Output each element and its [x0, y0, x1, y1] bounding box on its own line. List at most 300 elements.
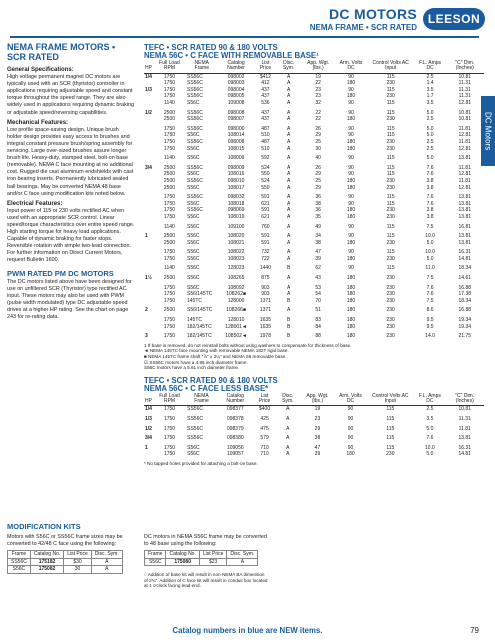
mods-heading: MODIFICATION KITS: [7, 522, 81, 531]
table-row: [144, 442, 484, 452]
side-tab-dc-motors[interactable]: DC Motors: [481, 96, 495, 166]
table-cell: 23: [315, 93, 321, 100]
table-cell: 36: [315, 194, 321, 201]
table-cell: S56C: [186, 255, 200, 262]
table-cell: [144, 146, 153, 153]
footer-note: Catalog numbers in blue are NEW items.: [172, 626, 323, 635]
table-cell: [144, 256, 153, 263]
table-cell: 90: [348, 233, 354, 240]
table-cell: 13.81: [458, 435, 471, 442]
table-cell: 2.5: [426, 116, 434, 123]
table-cell: [144, 240, 153, 247]
table-cell: A: [286, 239, 291, 246]
table-cell: 621: [261, 200, 270, 207]
table-cell: 108015: [227, 145, 245, 152]
table-cell: 2.5: [426, 138, 434, 145]
table-cell: [144, 152, 153, 162]
table-cell: 34: [315, 233, 321, 240]
table-cell: 90: [348, 100, 354, 106]
column-header: Control Volts AC Input: [366, 394, 414, 406]
table-cell: 10.81: [458, 73, 472, 80]
table-cell: 5.0: [426, 255, 434, 262]
column-header: NEMA Frame: [186, 61, 218, 73]
table-cell: 182/145TC: [186, 323, 212, 330]
table-cell: 1978: [259, 333, 271, 340]
table-cell: 524: [261, 164, 270, 171]
table2-title-2: NEMA 56C • C FACE LESS BASE*: [144, 384, 269, 394]
column-header: Control Volts AC Input: [367, 61, 415, 73]
table-cell: SS56C: [186, 116, 203, 123]
table-cell: 109100: [227, 223, 245, 230]
table-cell: 16.81: [458, 223, 472, 230]
table-cell: 19: [315, 73, 321, 80]
table-cell: S56C: [186, 265, 200, 272]
table-row: [144, 298, 484, 305]
table-cell: A: [286, 291, 291, 298]
table-cell: 621: [261, 213, 270, 220]
table-cell: SS56C: [186, 80, 203, 87]
table-cell: 22: [315, 109, 321, 116]
table-cell: SS56C: [186, 125, 203, 132]
table-cell: 098010: [227, 177, 245, 184]
table-cell: 29: [315, 184, 321, 191]
table-cell: 510: [261, 145, 270, 152]
mods-table-2: [144, 550, 258, 566]
column-header: List Price: [254, 394, 276, 406]
table-cell: 1/4: [145, 73, 152, 80]
table-cell: 38: [315, 200, 321, 207]
table-cell: 5.0: [426, 125, 434, 132]
table-cell: 1140: [164, 265, 175, 272]
table-cell: 1750: [163, 425, 176, 432]
table-cell: 437: [261, 86, 270, 93]
table-cell: 13.81: [458, 155, 472, 162]
table-row: [144, 230, 484, 240]
table-row: [144, 139, 484, 146]
right-column: [144, 44, 484, 467]
table-cell: 90: [347, 425, 354, 432]
page-subtitle: NEMA FRAME • SCR RATED: [309, 23, 417, 32]
pwm-text: The DC motors listed above have been designed for use on unfiltered SCR (Thyristor) type rectified AC input. These motors may also be used with PWM (pulse width modulated) type DC adjustable speed drives at a higher HP rating. See the chart on page 243 for re-rating data.: [7, 278, 132, 321]
column-header: HP: [144, 394, 153, 406]
table-cell: A: [286, 116, 291, 123]
table-cell: 90: [347, 416, 354, 422]
table-cell: 43: [315, 275, 321, 282]
table-cell: 425: [260, 416, 269, 422]
table-cell: S56/145TC: [186, 307, 213, 314]
table-cell: 128000: [227, 297, 245, 304]
table-cell: SS56C: [186, 207, 203, 214]
table-cell: S56C: [186, 155, 200, 162]
table-cell: 10.81: [458, 116, 472, 123]
table-row: [144, 423, 484, 433]
table-cell: 230: [386, 138, 395, 145]
table-cell: 230: [386, 93, 395, 100]
table-cell: A: [286, 275, 291, 282]
table-cell: 230: [386, 116, 395, 123]
table-cell: 83: [315, 317, 321, 324]
table-row: [144, 73, 484, 80]
table-cell: 115: [386, 125, 395, 132]
table-cell: 13.81: [458, 194, 472, 201]
table-cell: 2500: [163, 233, 176, 240]
table-cell: 13.81: [458, 213, 472, 220]
table-cell: 5.0: [426, 155, 434, 162]
table-cell: 2500: [163, 184, 176, 191]
modification-kits: [7, 522, 487, 588]
table-cell: [144, 178, 153, 185]
column-header: Arm. Volts DC: [335, 394, 367, 406]
table-cell: 9.5: [426, 317, 434, 324]
table-cell: 175182: [30, 558, 63, 566]
table-cell: 29: [314, 425, 321, 432]
table-cell: 108019: [227, 213, 245, 220]
table-cell: 108022: [227, 249, 245, 256]
table-cell: 591: [261, 194, 270, 201]
table-cell: 128001◄: [225, 323, 247, 330]
table-cell: [144, 324, 153, 331]
table-cell: S56C: [186, 275, 200, 282]
table-cell: 108023: [227, 255, 245, 262]
table-cell: 109057: [226, 451, 244, 458]
table-cell: 3.5: [426, 86, 434, 93]
table-cell: 115: [386, 109, 395, 116]
table-cell: 1371: [259, 297, 271, 304]
table-cell: 90: [348, 194, 354, 201]
table-cell: 098008: [227, 138, 245, 145]
table-cell: 128023: [227, 265, 245, 272]
table-cell: 1750: [163, 291, 176, 298]
table-row: [144, 185, 484, 192]
table-row: [144, 107, 484, 117]
table-cell: 7.6: [426, 291, 434, 298]
table-cell: SS56C: [186, 86, 203, 93]
table-cell: 1.4: [426, 80, 434, 87]
table-row: [144, 314, 484, 324]
table-cell: 11.31: [458, 80, 471, 87]
section-heading: NEMA FRAME MOTORS • SCR RATED: [7, 42, 116, 62]
table-cell: 2: [145, 307, 148, 314]
table-cell: 29: [315, 132, 321, 139]
general-spec-text: High voltage permanent magnet DC motors are typically used with an SCR (thyristor) controller in applications requiring adjustable speed and constant torque throughout the speed range. They are also widely used in applications requiring dynamic braking or adjustable speed/reversing capabilities.: [7, 74, 135, 116]
table-cell: 591: [261, 239, 270, 246]
table-cell: 1750: [163, 93, 176, 100]
table-cell: 90: [348, 164, 354, 171]
table-cell: 098005: [227, 93, 245, 100]
column-header: "C" Dim. (Inches): [446, 61, 484, 73]
table-cell: 90: [348, 265, 354, 272]
table-cell: 115: [386, 435, 395, 442]
table-cell: A: [286, 451, 290, 458]
table-cell: 14.81: [458, 451, 471, 458]
table-cell: 19.34: [458, 317, 472, 324]
table-cell: SS56C: [187, 416, 203, 422]
table-cell: 180: [346, 291, 356, 298]
table-cell: 3.5: [426, 100, 434, 106]
page-number: 79: [470, 626, 479, 635]
table-cell: 26: [315, 125, 321, 132]
table-cell: [144, 93, 153, 100]
table-cell: [144, 314, 153, 324]
table-cell: A: [286, 73, 291, 80]
table-cell: 098378: [226, 416, 244, 422]
table-cell: 230: [386, 145, 395, 152]
table-cell: B: [286, 317, 291, 324]
table-cell: 230: [386, 80, 395, 87]
table-cell: A: [286, 307, 291, 314]
table-cell: A: [286, 416, 290, 422]
table-cell: $412: [259, 73, 271, 80]
table-cell: A: [286, 155, 291, 162]
table-cell: 19: [314, 406, 321, 413]
table-row: [144, 123, 484, 133]
table-cell: 2.5: [426, 406, 434, 413]
table-row: [144, 162, 484, 172]
table-cell: 180: [346, 284, 356, 291]
table-cell: 62: [315, 265, 321, 272]
table-cell: 437: [261, 93, 270, 100]
table-row: [144, 116, 484, 123]
table-cell: A: [286, 138, 291, 145]
table-cell: S56C: [186, 223, 200, 230]
table-cell: 3/4: [145, 435, 152, 442]
motor-table-base: [144, 61, 484, 340]
table-cell: 109056: [226, 444, 244, 451]
table-cell: A: [286, 132, 291, 139]
table-cell: 510: [261, 132, 270, 139]
table-cell: 230: [386, 307, 395, 314]
table-cell: 12.81: [458, 171, 472, 178]
table-cell: 230: [386, 177, 395, 184]
table-cell: [144, 214, 153, 221]
table-cell: [144, 298, 153, 305]
table-cell: 180: [346, 213, 356, 220]
table-row: [144, 171, 484, 178]
table-cell: 14.0: [425, 333, 435, 340]
table-cell: A: [286, 164, 291, 171]
table-cell: 437: [261, 109, 270, 116]
table-cell: SS56C: [186, 93, 203, 100]
table-cell: 1140: [164, 155, 175, 162]
table-cell: 47: [315, 249, 321, 256]
table-cell: 18.34: [458, 297, 472, 304]
table-cell: 10.0: [425, 444, 435, 451]
table-cell: 53: [315, 284, 321, 291]
table-cell: 180: [346, 255, 356, 262]
table-cell: 550: [261, 171, 270, 178]
table-cell: 23: [315, 86, 321, 93]
mechanical-text: Low profile space-saving design. Unique brush holder design provides easy access to brushes and integral constant pressure brush/spring assembly for servicing. Large over-sized brushes assure longer brush life. Heavy-duty, stamped steel, bolt-on base (removable). NEMA C face mounting at no additional cost. Rugged die cast aluminum endshields with cast iron bearing inserts. Permanently lubricated sealed ball bearings. May be converted NEMA 48 base and/or C face using modification kits noted below.: [7, 126, 134, 197]
mods-col1-text: Motors with S56C or SS56C frame sizes may be converted to 42/48 C face using the following:: [7, 534, 123, 547]
table-cell: SS56C: [186, 164, 203, 171]
table-cell: 115: [386, 223, 395, 230]
table-cell: 115: [386, 171, 395, 178]
table-cell: 487: [261, 138, 270, 145]
table-cell: 175080: [166, 558, 199, 566]
table-cell: A: [286, 207, 291, 214]
column-header: F.L. Amps DC: [415, 61, 446, 73]
table-cell: 21.75: [458, 333, 472, 340]
table-cell: S56C: [8, 566, 31, 574]
table-cell: 90: [348, 249, 354, 256]
table-cell: 13.81: [458, 207, 472, 214]
table-cell: 49: [315, 223, 321, 230]
table-cell: 180: [346, 317, 356, 324]
table-row: [144, 291, 484, 298]
table-row: [8, 558, 123, 566]
table-cell: 550: [261, 184, 270, 191]
table-cell: 90: [348, 109, 354, 116]
table-cell: SS56C: [187, 406, 203, 413]
mods-col-1: [7, 534, 132, 574]
table-cell: 579: [260, 435, 269, 442]
table-cell: 18.34: [458, 265, 472, 272]
mods-col2-note: ○ Addition of base kit will result in non-NEMA BA dimension of 2¾". Addition of C face kit will result in conduit box located at 1 o'clock facing lead-end.: [144, 572, 268, 588]
table-cell: A: [286, 223, 291, 230]
table-cell: 3.8: [426, 177, 434, 184]
table-cell: 1140: [164, 100, 175, 106]
table-row: [144, 432, 484, 442]
table-cell: 11.31: [458, 86, 471, 93]
table-cell: 1750: [163, 451, 176, 458]
table-cell: 3.8: [426, 213, 434, 220]
table-cell: 230: [386, 275, 395, 282]
table-cell: 180: [346, 93, 356, 100]
table-cell: 5.0: [426, 239, 434, 246]
table-row: [8, 566, 123, 574]
pwm-title: PWM RATED PM DC MOTORS: [7, 268, 114, 278]
table-cell: 230: [386, 333, 395, 340]
table-cell: 1750: [163, 284, 176, 291]
table-cell: 115: [386, 132, 395, 139]
table-cell: 115: [386, 425, 395, 432]
table-cell: 13.81: [458, 239, 472, 246]
table-cell: 51: [315, 307, 321, 314]
table-row: [144, 221, 484, 231]
table-cell: 180: [346, 275, 356, 282]
table-cell: 115: [386, 265, 395, 272]
table-cell: S56C: [187, 451, 200, 458]
table-cell: 2500: [163, 109, 176, 116]
table-cell: 710: [260, 451, 269, 458]
table-cell: [144, 207, 153, 214]
table-cell: 591: [261, 233, 270, 240]
table-cell: 11.81: [458, 177, 471, 184]
table-cell: 2500: [163, 164, 176, 171]
table-cell: 1/2: [145, 109, 152, 116]
table-cell: 098380: [226, 435, 244, 442]
table-cell: 230: [386, 317, 395, 324]
table-cell: 2500: [163, 307, 176, 314]
table-cell: A: [286, 425, 290, 432]
table-cell: S56C: [186, 100, 200, 106]
table-cell: B: [286, 323, 291, 330]
table-cell: 108009: [227, 155, 245, 162]
table-cell: S56C: [186, 239, 200, 246]
table-cell: 1: [145, 444, 148, 451]
table-cell: 098004: [227, 86, 245, 93]
table-row: [144, 451, 484, 458]
table-row: [144, 214, 484, 221]
table-cell: 2.5: [426, 73, 434, 80]
column-header: Full Load RPM: [153, 61, 186, 73]
table-cell: 536: [261, 100, 270, 106]
table-cell: [144, 282, 153, 292]
table-cell: 1/3: [145, 86, 152, 93]
table-cell: 1/2: [145, 425, 152, 432]
table-cell: 180: [346, 333, 356, 340]
table-row: [144, 207, 484, 214]
table-cell: 1635: [259, 323, 271, 330]
table-cell: 16.88: [458, 307, 472, 314]
table-cell: 180: [346, 184, 356, 191]
table-cell: 180: [346, 138, 356, 145]
table1-notes: [144, 343, 484, 371]
table-cell: 7.5: [426, 297, 434, 304]
table-cell: 11.31: [458, 93, 471, 100]
table-cell: 9.5: [426, 323, 434, 330]
table-cell: 11.81: [458, 138, 471, 145]
table-cell: 2500: [163, 177, 176, 184]
table-cell: [144, 201, 153, 208]
table-cell: S56C: [186, 132, 200, 139]
table-row: [145, 558, 258, 566]
table-cell: 145TC: [186, 297, 202, 304]
table-row: [144, 330, 484, 340]
table-cell: 7.6: [426, 200, 434, 207]
table-cell: [144, 185, 153, 192]
table-cell: 3.8: [426, 184, 434, 191]
table-cell: 13.81: [458, 200, 472, 207]
table-row: [144, 152, 484, 162]
table-cell: 230: [386, 323, 395, 330]
footnote: ◄ NEMA 145TC face mounting with removable NEMA 182T rigid base.: [144, 348, 289, 354]
table-cell: 437: [261, 116, 270, 123]
table-cell: 108266■: [226, 307, 246, 314]
table-cell: 1750: [163, 86, 176, 93]
table-cell: 36: [315, 207, 321, 214]
table-cell: 108265: [227, 275, 245, 282]
table-cell: 11.31: [458, 416, 471, 422]
table-cell: 1750: [163, 194, 176, 201]
table-cell: S56C: [186, 171, 200, 178]
table-cell: 1371: [259, 307, 271, 314]
table-cell: 90: [348, 86, 354, 93]
table-cell: [144, 139, 153, 146]
table-cell: [144, 171, 153, 178]
column-header: "C" Dim. (Inches): [445, 394, 484, 406]
table-row: [144, 256, 484, 263]
table-cell: 098379: [226, 425, 244, 432]
table-cell: 1750: [163, 200, 176, 207]
column-header: Frame: [145, 551, 166, 559]
table-cell: 1750: [163, 138, 176, 145]
table-row: [144, 93, 484, 100]
table-cell: 7.5: [426, 275, 434, 282]
table-cell: 25: [315, 138, 321, 145]
footnote: S56C motors have a 5.61 inch diameter frame.: [144, 365, 240, 371]
table-cell: 1750: [163, 323, 176, 330]
table-cell: 1750: [163, 213, 176, 220]
table-cell: 115: [386, 164, 395, 171]
table-cell: A: [286, 435, 290, 442]
table-cell: 30: [315, 145, 321, 152]
table-cell: B: [286, 265, 291, 272]
table1-title-2: NEMA 56C • C FACE WITH REMOVABLE BASE¹: [144, 51, 319, 61]
table-cell: 230: [386, 239, 395, 246]
table-cell: 115: [386, 416, 395, 422]
table-cell: A: [286, 213, 291, 220]
